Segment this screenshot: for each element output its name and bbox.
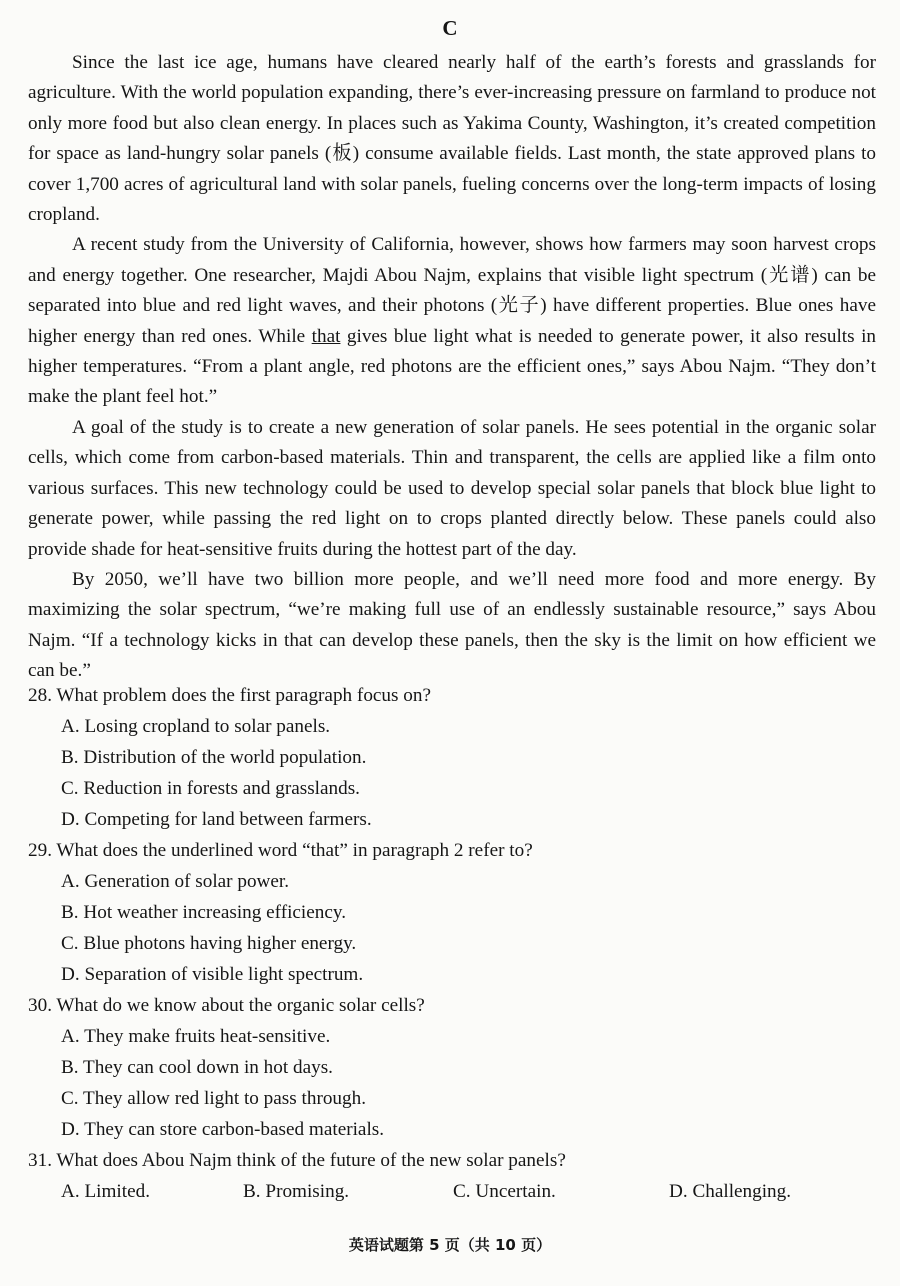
option-a: A. Limited. — [61, 1181, 150, 1202]
question-stem: 30. What do we know about the organic solar cells? — [28, 995, 425, 1016]
option-d: D. Competing for land between farmers. — [61, 809, 372, 830]
option-c: C. Reduction in forests and grasslands. — [61, 778, 360, 799]
question-30 — [28, 990, 876, 1145]
option-d: D. They can store carbon-based materials. — [61, 1119, 385, 1140]
paragraph-2-part-2: gives blue light what is needed to generate power, it also results in higher temperatures. “From a plant angle, red photons are the efficient ones,” says Abou Najm. “They don’t make the plant feel hot.” — [28, 325, 876, 408]
page-footer: 英语试题第 5 页（共 10 页） — [348, 1236, 552, 1254]
option-b: B. They can cool down in hot days. — [61, 1057, 333, 1078]
option-c: C. They allow red light to pass through. — [61, 1088, 367, 1109]
question-29 — [28, 835, 876, 990]
option-d: D. Separation of visible light spectrum. — [61, 964, 364, 985]
paragraph-1: Since the last ice age, humans have cleared nearly half of the earth’s forests and grasslands for agriculture. With the world population expanding, there’s ever-increasing pressure on farmland to produce not only more food but also clean energy. In places such as Yakima County, Washington, it’s created competition for space as land-hungry solar panels (板) consume available fields. Last month, the state approved plans to cover 1,700 acres of agricultural land with solar panels, fueling concerns over the long-term impacts of losing cropland. — [28, 52, 876, 226]
reading-passage — [28, 48, 876, 687]
option-a: A. Losing cropland to solar panels. — [61, 716, 331, 737]
option-a: A. Generation of solar power. — [61, 871, 290, 892]
option-b: B. Hot weather increasing efficiency. — [61, 902, 347, 923]
section-heading: C — [442, 16, 458, 40]
option-b: B. Promising. — [243, 1181, 350, 1202]
paragraph-2 — [28, 230, 876, 412]
paragraph-4: By 2050, we’ll have two billion more people, and we’ll need more food and more energy. By maximizing the solar spectrum, “we’re making full use of an endlessly sustainable resource,” says Abou Najm. “If a technology kicks in that can develop these panels, then the sky is the limit on how efficient we can be.” — [28, 568, 876, 682]
question-stem: 28. What problem does the first paragraph focus on? — [28, 685, 431, 706]
option-row — [61, 1176, 876, 1207]
question-list — [28, 680, 876, 1207]
underlined-word-that: that — [311, 325, 341, 347]
paragraph-3: A goal of the study is to create a new generation of solar panels. He sees potential in the organic solar cells, which come from carbon-based materials. Thin and transparent, the cells are applied like a film onto various surfaces. This new technology could be used to develop special solar panels that block blue light to generate power, while passing the red light on to crops planted directly below. These panels could also provide shade for heat-sensitive fruits during the hottest part of the day. — [28, 416, 876, 560]
question-28 — [28, 680, 876, 835]
question-31 — [28, 1145, 876, 1207]
paragraph-2-part-1: A recent study from the University of California, however, shows how farmers may soon harvest crops and energy together. One researcher, Majdi Abou Najm, explains that visible light spectrum (光谱) can be separated into blue and red light waves, and their photons (光子) have different properties. Blue ones have higher energy than red ones. While — [28, 234, 876, 347]
option-b: B. Distribution of the world population. — [61, 747, 367, 768]
question-stem: 31. What does Abou Najm think of the future of the new solar panels? — [28, 1150, 566, 1171]
option-c: C. Uncertain. — [453, 1181, 556, 1202]
option-a: A. They make fruits heat-sensitive. — [61, 1026, 331, 1047]
option-c: C. Blue photons having higher energy. — [61, 933, 357, 954]
question-stem: 29. What does the underlined word “that” in paragraph 2 refer to? — [28, 840, 533, 861]
option-d: D. Challenging. — [669, 1181, 792, 1202]
